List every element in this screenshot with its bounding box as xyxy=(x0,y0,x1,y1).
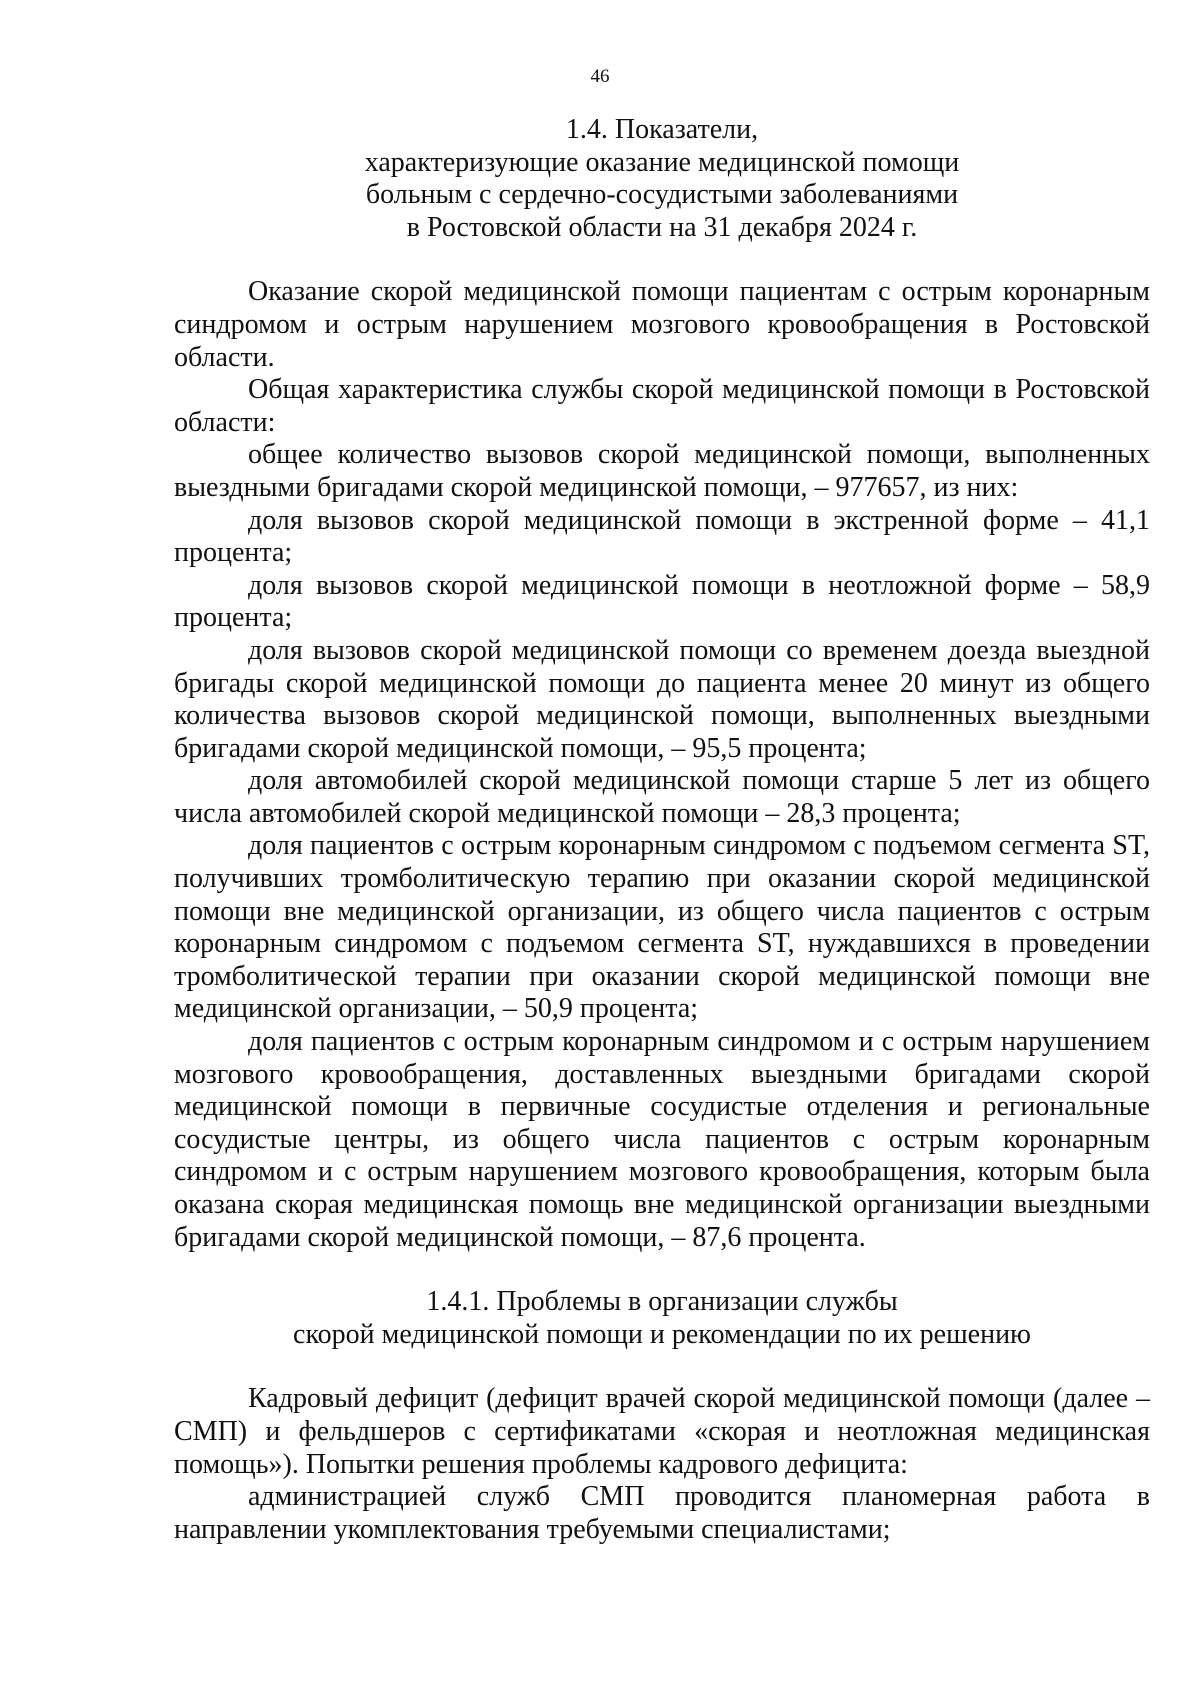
body-paragraph: доля пациентов с острым коронарным синдромом и с острым нарушением мозгового кровообращения, доставленных выездными бригадами скорой медицинской помощи в первичные сосудистые отделения и региональные сосудистые центры, из общего числа пациентов с острым коронарным синдромом и с острым нарушением мозгового кровообращения, которым была оказана скорая медицинская помощь вне медицинской организации выездными бригадами скорой медицинской помощи, – 87,6 процента. xyxy=(174,1026,1150,1253)
subsection-heading-line: скорой медицинской помощи и рекомендации по их решению xyxy=(293,1318,1031,1350)
subsection-paragraph: Кадровый дефицит (дефицит врачей скорой медицинской помощи (далее – СМП) и фельдшеров с сертификатами «скорая и неотложная медицинская помощь»). Попытки решения проблемы кадрового дефицита: xyxy=(174,1383,1150,1480)
section-heading-line: больным с сердечно-сосудистыми заболеваниями xyxy=(365,179,959,211)
subsection-paragraph: администрацией служб СМП проводится планомерная работа в направлении укомплектования требуемыми специалистами; xyxy=(174,1481,1150,1545)
spacer xyxy=(174,1254,1150,1286)
section-heading-line: 1.4. Показатели, xyxy=(565,114,759,145)
body-paragraph: доля вызовов скорой медицинской помощи со временем доезда выездной бригады скорой медицинской помощи до пациента менее 20 минут из общего количества вызовов скорой медицинской помощи, выполненных выездными бригадами скорой медицинской помощи, – 95,5 процента; xyxy=(174,634,1150,764)
page-content xyxy=(174,114,1150,1546)
section-heading-line: в Ростовской области на 31 декабря 2024 г. xyxy=(406,211,918,243)
section-heading xyxy=(174,114,1150,244)
body-paragraph: доля пациентов с острым коронарным синдромом с подъемом сегмента ST, получивших тромболитическую терапию при оказании скорой медицинской помощи вне медицинской организации, из общего числа пациентов с острым коронарным синдромом с подъемом сегмента ST, нуждавшихся в проведении тромболитической терапии при оказании скорой медицинской помощи вне медицинской организации, – 50,9 процента; xyxy=(174,830,1150,1025)
body-paragraph: доля вызовов скорой медицинской помощи в неотложной форме – 58,9 процента; xyxy=(174,569,1150,634)
subsection-heading-line: 1.4.1. Проблемы в организации службы xyxy=(426,1286,898,1318)
subsection-heading xyxy=(174,1286,1150,1351)
body-paragraph: доля автомобилей скорой медицинской помощи старше 5 лет из общего числа автомобилей скорой медицинской помощи – 28,3 процента; xyxy=(174,765,1150,829)
body-paragraph: доля вызовов скорой медицинской помощи в экстренной форме – 41,1 процента; xyxy=(174,504,1150,569)
body-paragraph: Оказание скорой медицинской помощи пациентам с острым коронарным синдромом и острым нарушением мозгового кровообращения в Ростовской области. xyxy=(174,276,1150,373)
body-paragraph: Общая характеристика службы скорой медицинской помощи в Ростовской области: xyxy=(174,374,1150,438)
page-number: 46 xyxy=(590,66,610,87)
spacer xyxy=(174,1351,1150,1383)
body-paragraph: общее количество вызовов скорой медицинской помощи, выполненных выездными бригадами скорой медицинской помощи, – 977657, из них: xyxy=(174,439,1150,503)
spacer xyxy=(174,244,1150,276)
section-heading-line: характеризующие оказание медицинской помощи xyxy=(364,146,960,178)
